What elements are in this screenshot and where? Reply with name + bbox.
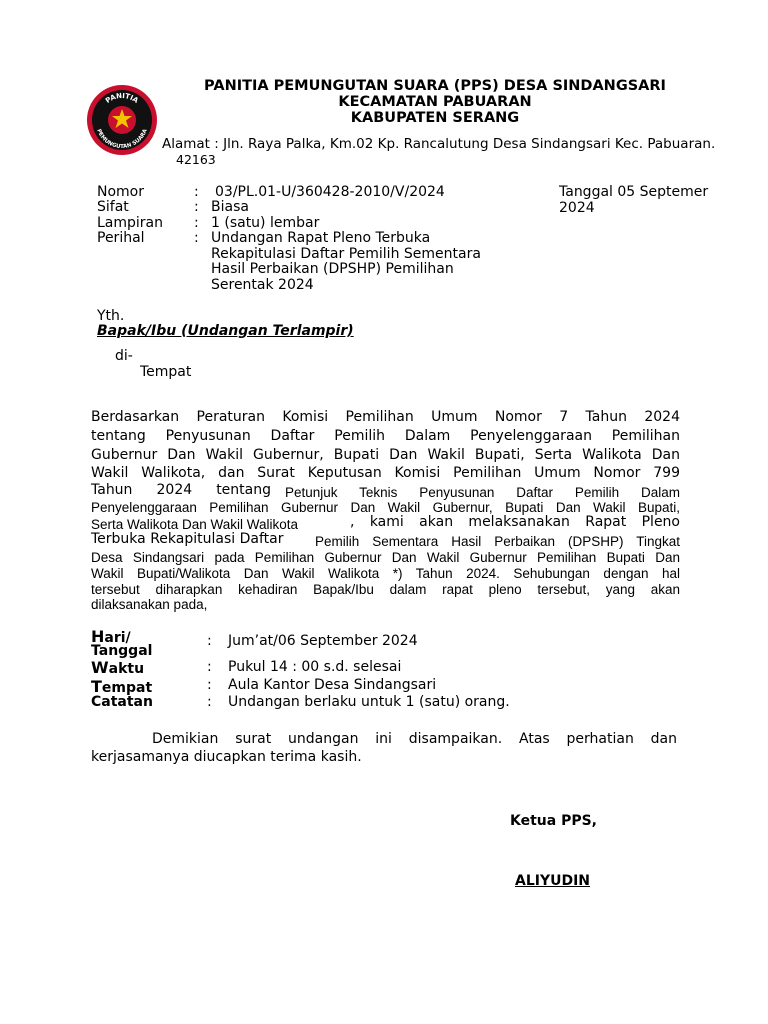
hari-value: Jum’at/06 September 2024 <box>228 633 418 649</box>
body-line: tentang Penyusunan Daftar Pemilih Dalam Penyelenggaraan Pemilihan <box>91 428 680 444</box>
salutation: Yth. <box>97 308 125 324</box>
body-line: , kami akan melaksanakan Rapat Pleno <box>350 514 680 530</box>
nomor-colon: : <box>194 184 199 200</box>
lampiran-label: Lampiran <box>97 215 164 231</box>
waktu-label-rest: aktu <box>108 661 145 677</box>
catatan-label: Catatan <box>91 694 153 710</box>
lampiran-value: 1 (satu) lembar <box>211 215 320 231</box>
logo-top-text: PANITIA <box>104 91 140 105</box>
logo-bottom-text: PEMUNGUTAN SUARA <box>95 128 149 151</box>
letterhead-line1: PANITIA PEMUNGUTAN SUARA (PPS) DESA SINDANGSARI <box>204 78 666 94</box>
perihal-line: Hasil Perbaikan (DPSHP) Pemilihan <box>211 261 454 277</box>
address <box>162 137 752 167</box>
sifat-label: Sifat <box>97 199 129 215</box>
body-line: Serta Walikota Dan Wakil Walikota <box>91 517 299 532</box>
perihal-value <box>211 231 531 293</box>
letterhead-line3: KABUPATEN SERANG <box>350 110 520 126</box>
letter-date-line2: 2024 <box>559 199 595 216</box>
recipient-di: di- <box>115 348 133 364</box>
body-line: Terbuka Rekapitulasi Daftar <box>91 531 284 547</box>
perihal-label: Perihal <box>97 230 145 246</box>
hari-label-initial: H <box>91 627 105 646</box>
perihal-line: Undangan Rapat Pleno Terbuka <box>211 230 431 246</box>
recipient: Bapak/Ibu (Undangan Terlampir) <box>97 323 354 339</box>
tempat-label-rest: empat <box>101 680 153 696</box>
body-line: Petunjuk Teknis Penyusunan Daftar Pemilih Dalam <box>285 485 680 500</box>
closing-line: kerjasamanya diucapkan terima kasih. <box>91 749 362 765</box>
perihal-line: Rekapitulasi Daftar Pemilih Sementara <box>211 245 481 262</box>
body-line: Berdasarkan Peraturan Komisi Pemilihan Umum Nomor 7 Tahun 2024 <box>91 409 680 425</box>
catatan-colon: : <box>207 694 212 710</box>
waktu-label <box>91 658 144 677</box>
hari-colon: : <box>207 633 212 649</box>
recipient-place: Tempat <box>140 364 192 380</box>
nomor-value: 03/PL.01-U/360428-2010/V/2024 <box>215 184 445 200</box>
body-line: Tahun 2024 tentang <box>91 482 271 498</box>
sifat-value: Biasa <box>211 199 249 215</box>
closing-line: Demikian surat undangan ini disampaikan. Atas perhatian dan <box>152 731 677 747</box>
tempat-value: Aula Kantor Desa Sindangsari <box>228 677 437 693</box>
perihal-line: Serentak 2024 <box>211 276 314 293</box>
letterhead-line2: KECAMATAN PABUARAN <box>338 94 532 110</box>
tanggal-label: Tanggal <box>91 643 153 659</box>
waktu-label-initial: W <box>91 658 109 677</box>
tempat-colon: : <box>207 677 212 693</box>
address-line2: 42163 <box>176 152 216 167</box>
body-line: dilaksanakan pada, <box>91 597 208 612</box>
sifat-colon: : <box>194 199 199 215</box>
waktu-value: Pukul 14 : 00 s.d. selesai <box>228 659 402 675</box>
letter-date-line1: Tanggal 05 Septemer <box>559 184 709 200</box>
signer-title: Ketua PPS, <box>510 813 598 829</box>
tempat-label-initial: T <box>91 677 102 696</box>
letterhead <box>170 78 700 126</box>
body-line: Gubernur Dan Wakil Gubernur, Bupati Dan Wakil Bupati, Serta Walikota Dan <box>91 447 680 463</box>
body-line: tersebut diharapkan kehadiran Bapak/Ibu dalam rapat pleno tersebut, yang akan <box>91 582 680 597</box>
waktu-colon: : <box>207 659 212 675</box>
signer-name: ALIYUDIN <box>515 873 591 889</box>
body-line: Wakil Walikota, dan Surat Keputusan Komisi Pemilihan Umum Nomor 799 <box>91 465 680 481</box>
perihal-colon: : <box>194 230 199 246</box>
hari-label-rest: ari/ <box>104 630 131 646</box>
lampiran-colon: : <box>194 215 199 231</box>
address-line1: Alamat : Jln. Raya Palka, Km.02 Kp. Rancalutung Desa Sindangsari Kec. Pabuaran. <box>162 136 716 152</box>
catatan-value: Undangan berlaku untuk 1 (satu) orang. <box>228 694 510 710</box>
nomor-label: Nomor <box>97 184 144 200</box>
pps-logo-icon <box>86 84 158 156</box>
body-line: Wakil Bupati/Walikota Dan Wakil Walikota *) Tahun 2024. Sehubungan dengan hal <box>91 566 680 581</box>
body-line: Penyelenggaraan Pemilihan Gubernur Dan Wakil Gubernur, Bupati Dan Wakil Bupati, <box>91 500 680 515</box>
letter-date <box>559 185 729 216</box>
body-line: Pemilih Sementara Hasil Perbaikan (DPSHP) Tingkat <box>315 534 680 549</box>
body-line: Desa Sindangsari pada Pemilihan Gubernur Dan Wakil Gubernur Pemilihan Bupati Dan <box>91 550 680 565</box>
